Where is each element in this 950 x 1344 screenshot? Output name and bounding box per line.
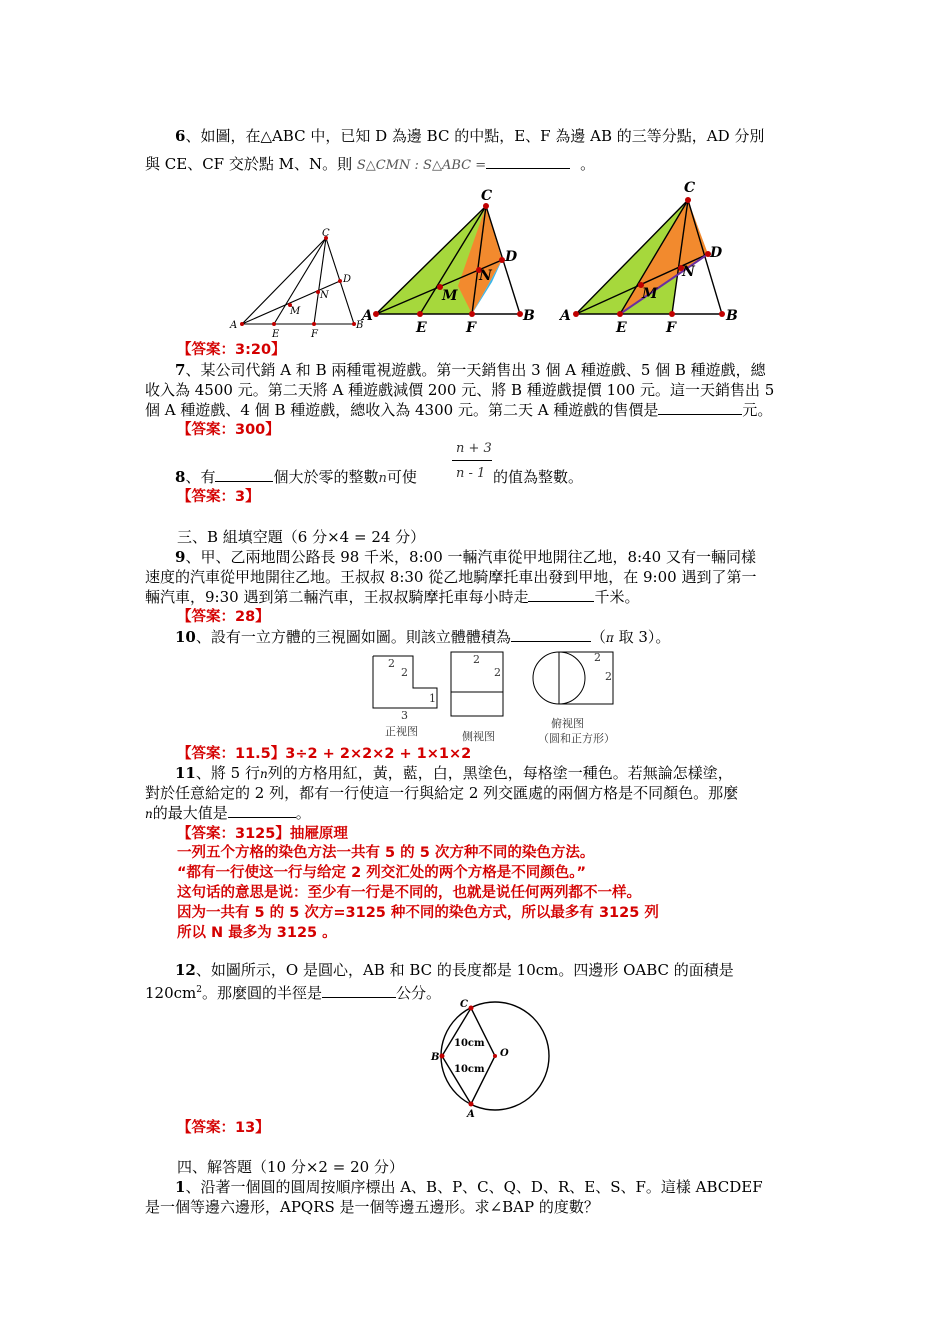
svg-text:N: N: [479, 268, 492, 284]
svg-text:D: D: [505, 249, 518, 265]
q12-circle-figure: [428, 1000, 556, 1118]
q8-answer: 【答案：3】: [177, 489, 260, 505]
q12-line2: $120cm^2$。那麼圓的半徑是 公分。: [145, 984, 442, 1002]
section3-title: 三、B 組填空題（6 分×4 = 24 分）: [177, 528, 426, 546]
svg-text:2: 2: [594, 651, 601, 664]
svg-text:D: D: [710, 245, 723, 261]
svg-text:2: 2: [401, 666, 408, 679]
q12-line1: 12、如圖所示，O 是圓心，AB 和 BC 的長度都是 10cm。四邊形 OABC 的面積是: [175, 961, 734, 979]
q10-answer: 【答案：11.5】3÷2 + 2×2×2 + 1×1×2: [177, 746, 472, 762]
svg-text:1: 1: [429, 692, 436, 705]
svg-text:B: B: [726, 308, 738, 324]
q8-line: 8、有 個大於零的整數n可使: [175, 468, 417, 486]
q12-answer: 【答案：13】: [177, 1120, 270, 1136]
svg-text:A: A: [362, 308, 373, 324]
svg-text:侧视图: 侧视图: [462, 730, 495, 743]
q6-line2: 與 CE、CF 交於點 M、N。則 S△CMN : S△ABC = 。: [145, 155, 596, 173]
svg-text:10cm: 10cm: [454, 1064, 485, 1075]
q8-blank: [215, 467, 273, 482]
svg-text:E: E: [416, 320, 427, 336]
q10-three-view-figure: [365, 650, 625, 748]
svg-text:（圆和正方形）: （圆和正方形）: [538, 732, 615, 745]
q12-blank: [322, 983, 396, 998]
svg-text:2: 2: [494, 666, 501, 679]
svg-text:B: B: [356, 320, 364, 331]
q9-blank: [528, 587, 594, 602]
q11-explanation-1: 一列五个方格的染色方法一共有 5 的 5 次方种不同的染色方法。: [177, 845, 595, 861]
q8-fraction-bar: [452, 460, 492, 461]
svg-text:F: F: [311, 329, 318, 340]
svg-text:C: C: [481, 188, 493, 204]
p1-line2: 是一個等邊六邊形，APQRS 是一個等邊五邊形。求∠BAP 的度數？: [145, 1198, 599, 1216]
svg-text:M: M: [642, 286, 658, 302]
q6-figure-plain-triangle: [228, 228, 366, 340]
svg-text:D: D: [343, 274, 352, 285]
q11-blank: [228, 803, 296, 818]
svg-text:O: O: [500, 1048, 509, 1059]
q11-explanation-2: “都有一行使这一行与给定 2 列交汇处的两个方格是不同颜色。”: [177, 865, 586, 881]
q10-blank: [511, 627, 591, 642]
svg-text:M: M: [442, 288, 458, 304]
svg-text:C: C: [460, 999, 468, 1010]
svg-text:2: 2: [605, 670, 612, 683]
svg-text:N: N: [682, 264, 695, 280]
area-ratio-formula: S△CMN : S△ABC =: [356, 158, 487, 173]
svg-text:B: B: [431, 1052, 440, 1063]
q9-answer: 【答案：28】: [177, 609, 270, 625]
svg-text:B: B: [523, 308, 535, 324]
q10-line: 10、設有一立方體的三視圖如圖。則該立體體積為 （π 取 3）。: [175, 628, 671, 646]
q6-blank: [486, 154, 570, 169]
q11-line2: 對於任意給定的 2 列，都有一行使這一行與給定 2 列交匯處的兩個方格是不同顏色。那麼: [145, 784, 739, 802]
svg-text:N: N: [320, 290, 329, 301]
q9-line1: 9、甲、乙兩地間公路長 98 千米，8:00 一輛汽車從甲地開往乙地，8:40 又有一輛同樣: [175, 548, 756, 566]
q9-line2: 速度的汽車從甲地開往乙地。王叔叔 8:30 從乙地騎摩托車出發到甲地，在 9:00 遇到了第一: [145, 568, 757, 586]
q6-figure-shaded-orange: [556, 178, 746, 338]
q11-line3: n的最大值是 。: [145, 804, 311, 822]
svg-text:3: 3: [401, 709, 408, 722]
q9-line3: 輛汽車，9:30 遇到第二輛汽車，王叔叔騎摩托車每小時走 千米。: [145, 588, 640, 606]
top-view: [533, 652, 613, 704]
q7-line2: 收入為 4500 元。第二天將 A 種遊戲減價 200 元、將 B 種遊戲提價 100 元。這一天銷售出 5: [145, 381, 775, 399]
svg-text:正视图: 正视图: [385, 725, 418, 738]
q8-fraction-numerator: n + 3: [456, 441, 492, 456]
svg-text:2: 2: [388, 657, 395, 670]
svg-text:A: A: [560, 308, 571, 324]
svg-text:俯视图: 俯视图: [551, 717, 584, 730]
svg-text:F: F: [666, 320, 676, 336]
svg-text:10cm: 10cm: [454, 1038, 485, 1049]
q11-explanation-3: 这句话的意思是说：至少有一行是不同的，也就是说任何两列都不一样。: [177, 885, 641, 901]
q8-line-tail: 的值為整數。: [493, 468, 584, 486]
q8-fraction-denominator: n - 1: [456, 466, 486, 481]
svg-text:C: C: [322, 228, 330, 239]
q6-line1: 6、如圖，在△ABC 中，已知 D 為邊 BC 的中點，E、F 為邊 AB 的三等分點，AD 分別: [175, 127, 765, 145]
section4-title: 四、解答題（10 分×2 = 20 分）: [177, 1158, 404, 1176]
q7-line3: 個 A 種遊戲、4 個 B 種遊戲，總收入為 4300 元。第二天 A 種遊戲的售價是 元。: [145, 401, 773, 419]
q6-figure-shaded-green: [360, 186, 540, 336]
q11-explanation-5: 所以 N 最多为 3125 。: [177, 925, 337, 941]
svg-text:A: A: [230, 320, 238, 331]
svg-text:C: C: [684, 180, 696, 196]
svg-text:A: A: [467, 1109, 475, 1120]
front-view: [373, 656, 437, 708]
svg-text:E: E: [272, 329, 280, 340]
svg-text:M: M: [290, 306, 301, 317]
q11-answer: 【答案：3125】抽屜原理: [177, 826, 348, 842]
svg-text:2: 2: [473, 653, 480, 666]
q7-answer: 【答案：300】: [177, 422, 280, 438]
p1-line1: 1、沿著一個圓的圓周按順序標出 A、B、P、C、Q、D、R、E、S、F。這樣 ABCDEF: [175, 1178, 763, 1196]
q7-blank: [658, 400, 742, 415]
q7-line1: 7、某公司代銷 A 和 B 兩種電視遊戲。第一天銷售出 3 個 A 種遊戲、5 個 B 種遊戲，總: [175, 361, 766, 379]
svg-text:F: F: [466, 320, 476, 336]
q6-answer: 【答案：3:20】: [177, 342, 286, 358]
q11-explanation-4: 因为一共有 5 的 5 次方=3125 种不同的染色方式，所以最多有 3125 列: [177, 905, 659, 921]
q11-line1: 11、將 5 行n列的方格用紅，黃，藍，白，黑塗色，每格塗一種色。若無論怎樣塗，: [175, 764, 733, 782]
svg-text:E: E: [616, 320, 627, 336]
